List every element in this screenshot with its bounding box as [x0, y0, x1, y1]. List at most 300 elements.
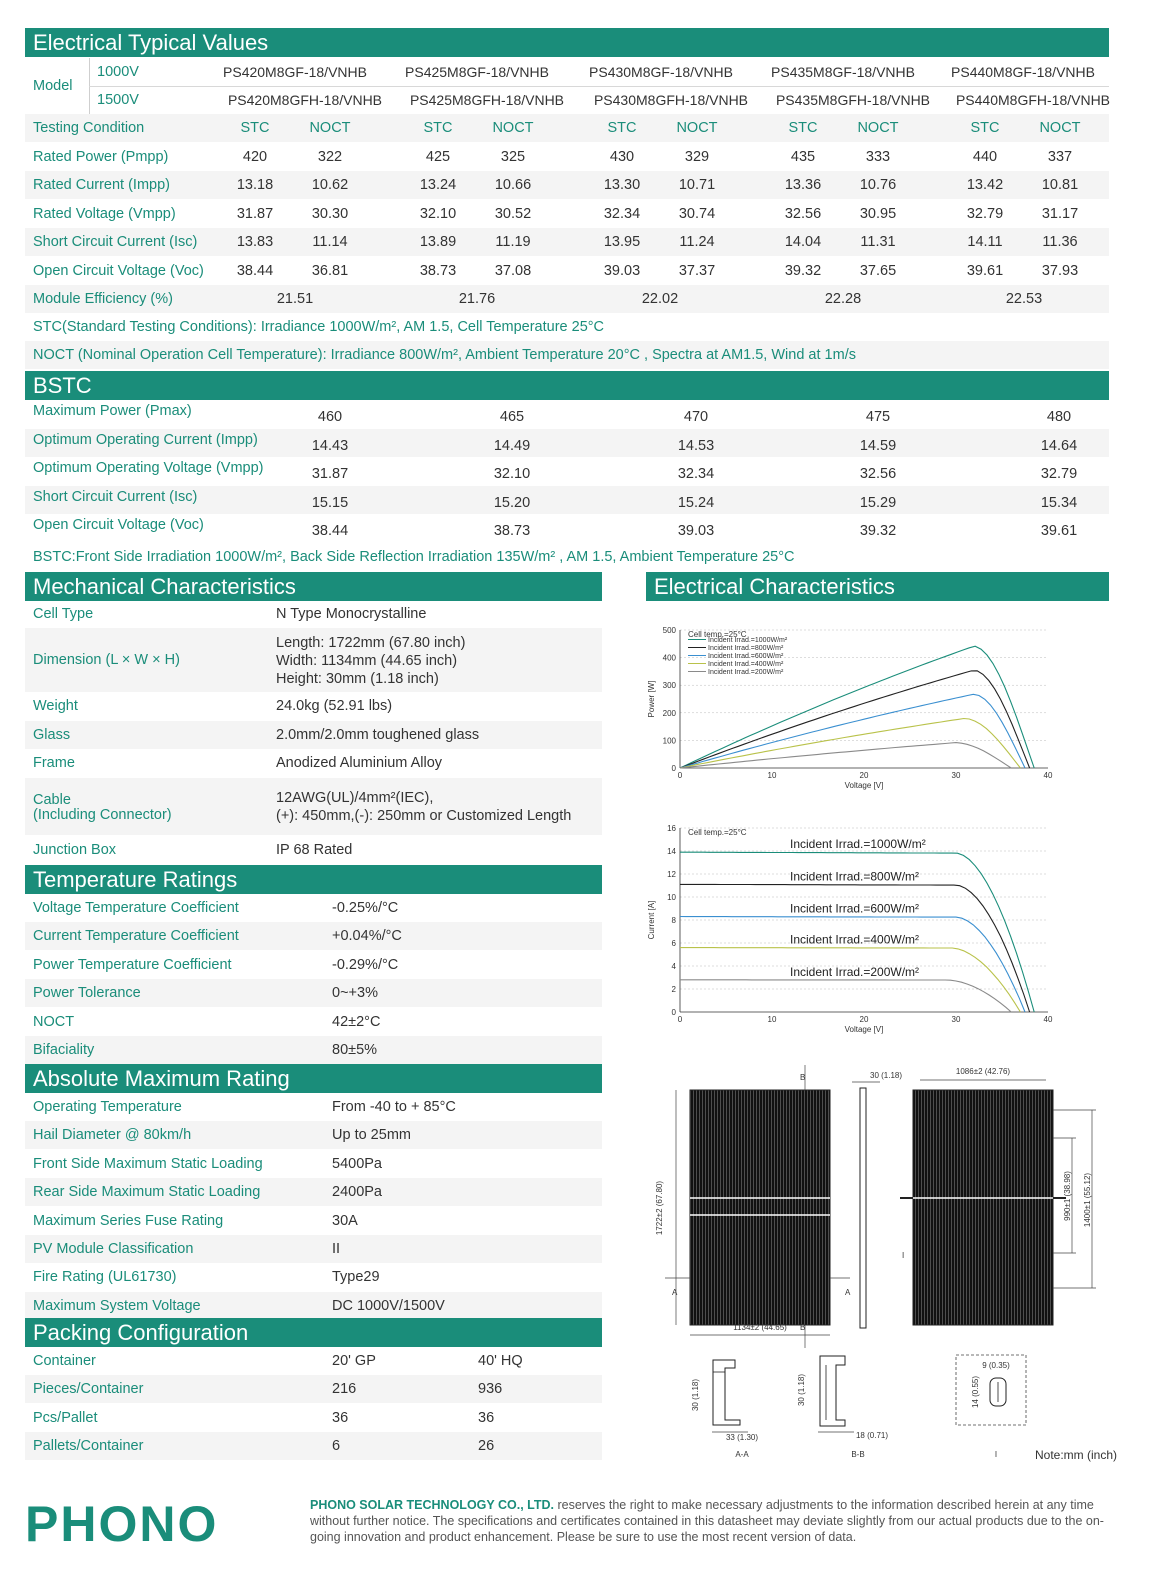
row-value: 30.95 — [859, 205, 897, 222]
row-label: Fire Rating (UL61730) — [33, 1269, 177, 1286]
row-label: Open Circuit Voltage (Voc) — [33, 517, 204, 534]
row-value-40hq: 936 — [478, 1381, 503, 1398]
row-value: 322 — [317, 148, 343, 165]
voltage-1000: 1000V — [97, 64, 139, 80]
row-label: Operating Temperature — [33, 1099, 182, 1115]
x-axis-label: Voltage [V] — [844, 1025, 884, 1034]
absmax-row — [25, 1093, 602, 1121]
series-line — [680, 980, 1011, 1012]
absmax-row — [25, 1207, 602, 1235]
row-value: 13.89 — [419, 234, 457, 250]
row-value: 325 — [500, 148, 526, 165]
dim-section-b-w: 18 (0.71) — [855, 1431, 889, 1440]
condition-label: NOCT — [309, 120, 351, 136]
row-value: 465 — [499, 409, 525, 425]
footer-disclaimer — [310, 1497, 1110, 1545]
row-value: 2400Pa — [332, 1184, 382, 1201]
noct-note-row — [25, 341, 1109, 369]
model-name: PS430M8GFH-18/VNHB — [593, 92, 749, 108]
row-label — [33, 793, 172, 823]
mech-row — [25, 600, 602, 628]
row-value: 37.37 — [678, 262, 716, 279]
section-bb — [797, 1356, 888, 1459]
cable-line: (+): 450mm,(-): 250mm or Customized Length — [276, 808, 572, 824]
row-label: Short Circuit Current (Isc) — [33, 488, 198, 505]
model-label: Model — [33, 78, 73, 94]
x-tick-label: 20 — [859, 1015, 869, 1024]
row-label: Module Efficiency (%) — [33, 291, 173, 307]
etv-row — [25, 228, 1109, 256]
row-label: Rated Current (Impp) — [33, 177, 170, 193]
dim-hole-w: 9 (0.35) — [982, 1361, 1010, 1370]
absmax-row — [25, 1292, 602, 1320]
label-b-bottom: B — [800, 1323, 806, 1332]
row-value: 14.53 — [677, 437, 715, 454]
row-value: 11.19 — [495, 234, 531, 250]
temp-title: Temperature Ratings — [33, 867, 238, 892]
row-value: 2.0mm/2.0mm toughened glass — [276, 727, 480, 743]
row-value: 10.71 — [678, 177, 716, 193]
row-value: 13.42 — [966, 177, 1004, 193]
row-value: 39.61 — [1040, 523, 1078, 540]
y-tick-label: 16 — [667, 824, 676, 833]
temp-header — [25, 865, 602, 894]
series-line — [680, 694, 1025, 768]
y-tick-label: 400 — [662, 653, 676, 663]
row-value: 13.18 — [236, 177, 274, 193]
row-value: Type29 — [332, 1269, 380, 1286]
row-value: 15.34 — [1040, 494, 1078, 511]
series-label: Incident Irrad.=800W/m² — [790, 869, 920, 884]
label-section-bb: B-B — [851, 1450, 865, 1459]
mech-row — [25, 692, 602, 720]
row-value: 31.87 — [311, 466, 349, 483]
row-value: 32.79 — [1040, 466, 1078, 483]
dim-height: 1722±2 (67.80) — [655, 1180, 664, 1236]
packing-row — [25, 1432, 602, 1460]
row-value: -0.29%/°C — [332, 956, 399, 973]
bstc-row — [25, 457, 1109, 485]
echar-header — [646, 572, 1109, 601]
row-value: N Type Monocrystalline — [276, 606, 427, 622]
row-value: 39.32 — [784, 262, 822, 279]
row-value: 440 — [972, 148, 998, 165]
label-a-right: A — [845, 1288, 851, 1297]
back-view — [900, 1067, 1096, 1325]
row-label: Rated Voltage (Vmpp) — [33, 205, 176, 222]
etv-row — [25, 114, 1109, 142]
row-value: 32.10 — [493, 466, 531, 483]
row-value: 13.24 — [419, 177, 457, 193]
row-value: 24.0kg (52.91 lbs) — [276, 698, 393, 714]
cable-line: 12AWG(UL)/4mm²(IEC), — [276, 790, 434, 806]
row-value: 5400Pa — [332, 1155, 382, 1172]
row-value-40hq: 36 — [478, 1409, 495, 1426]
etv-row — [25, 257, 1109, 285]
row-value: IP 68 Rated — [276, 842, 353, 858]
row-value: 31.87 — [236, 205, 274, 222]
stc-note: STC(Standard Testing Conditions): Irradiance 1000W/m², AM 1.5, Cell Temperature 25°C — [33, 319, 605, 335]
condition-label: NOCT — [857, 120, 899, 136]
row-label: PV Module Classification — [33, 1241, 194, 1257]
row-value: 435 — [790, 148, 816, 165]
row-label: Rear Side Maximum Static Loading — [33, 1184, 261, 1201]
row-value: 30.30 — [311, 205, 349, 222]
condition-label: NOCT — [492, 120, 534, 136]
row-value: 39.03 — [603, 262, 641, 279]
row-label: Weight — [33, 698, 78, 714]
mech-row — [25, 628, 602, 692]
row-value-40hq: 40' HQ — [478, 1353, 523, 1369]
absmax-row — [25, 1178, 602, 1206]
x-tick-label: 30 — [951, 771, 961, 780]
row-label: Maximum Power (Pmax) — [33, 403, 192, 419]
series-label: Incident Irrad.=400W/m² — [790, 932, 920, 947]
row-label: Frame — [33, 755, 75, 771]
packing-title: Packing Configuration — [33, 1320, 249, 1345]
phono-logo — [25, 1497, 285, 1547]
model-name: PS440M8GFH-18/VNHB — [955, 92, 1111, 108]
row-label: Dimension (L × W × H) — [33, 652, 180, 668]
dim-back-width: 1086±2 (42.76) — [955, 1067, 1011, 1076]
row-value: 0~+3% — [332, 985, 378, 1002]
y-tick-label: 500 — [662, 626, 676, 635]
bstc-note-row — [25, 543, 1109, 571]
x-tick-label: 40 — [1043, 1015, 1053, 1024]
bstc-row — [25, 429, 1109, 457]
row-value: 39.61 — [966, 262, 1004, 279]
row-value: DC 1000V/1500V — [332, 1297, 445, 1314]
y-tick-label: 8 — [671, 916, 676, 925]
row-value: 337 — [1047, 148, 1073, 165]
row-value: 10.66 — [494, 177, 532, 193]
temp-row — [25, 1008, 602, 1036]
model-name: PS420M8GFH-18/VNHB — [227, 92, 383, 108]
absmax-row — [25, 1235, 602, 1263]
row-value: 32.10 — [419, 205, 457, 222]
condition-label: STC — [970, 120, 1000, 136]
footer-company: PHONO SOLAR TECHNOLOGY CO., LTD. — [310, 1498, 554, 1512]
row-label: Bifaciality — [33, 1042, 95, 1058]
row-value: 11.24 — [679, 234, 715, 250]
row-label: Cell Type — [33, 606, 94, 622]
row-value: 14.59 — [859, 437, 897, 454]
row-label: Voltage Temperature Coefficient — [33, 900, 239, 916]
packing-row — [25, 1347, 602, 1375]
model-name: PS430M8GF-18/VNHB — [589, 64, 733, 80]
legend-entry: Incident Irrad.=200W/m² — [708, 669, 784, 676]
row-value: 329 — [684, 148, 710, 165]
dim-width: 1134±2 (44.65) — [733, 1323, 787, 1332]
model-name: PS420M8GF-18/VNHB — [223, 64, 367, 80]
temp-row — [25, 979, 602, 1007]
row-value: 11.36 — [1042, 234, 1078, 250]
row-label: Junction Box — [33, 842, 117, 858]
row-label: Testing Condition — [33, 120, 145, 136]
row-value: 460 — [317, 409, 343, 425]
label-a-left: A — [672, 1288, 678, 1297]
model-name: PS435M8GFH-18/VNHB — [775, 92, 931, 108]
row-label: Glass — [33, 727, 71, 743]
row-label: Current Temperature Coefficient — [33, 928, 239, 945]
row-value: 14.04 — [784, 234, 822, 250]
row-value: 32.56 — [784, 205, 822, 222]
etv-row — [25, 200, 1109, 228]
row-value: 37.08 — [494, 262, 532, 279]
row-value: 32.34 — [677, 466, 715, 483]
y-axis-label: Current [A] — [647, 900, 656, 940]
row-value: 31.17 — [1041, 205, 1079, 222]
condition-label: STC — [607, 120, 637, 136]
row-label: Front Side Maximum Static Loading — [33, 1155, 263, 1172]
y-tick-label: 4 — [671, 962, 676, 971]
row-label: Power Temperature Coefficient — [33, 956, 232, 973]
label-b-top: B — [800, 1073, 806, 1082]
row-value-20gp: 20' GP — [332, 1353, 376, 1369]
dimension-width: Width: 1134mm (44.65 inch) — [276, 653, 458, 669]
mech-row — [25, 749, 602, 777]
legend-entry: Incident Irrad.=600W/m² — [708, 653, 784, 660]
y-axis-label: Power [W] — [647, 680, 656, 718]
bstc-row — [25, 400, 1109, 428]
efficiency-value: 22.53 — [1005, 291, 1043, 307]
row-label: Maximum Series Fuse Rating — [33, 1212, 224, 1229]
packing-row — [25, 1375, 602, 1403]
row-value-20gp: 216 — [332, 1381, 357, 1398]
row-value: Anodized Aluminium Alloy — [276, 755, 443, 771]
row-label: Optimum Operating Current (Impp) — [33, 431, 258, 448]
row-value: Up to 25mm — [332, 1127, 411, 1144]
condition-label: STC — [788, 120, 818, 136]
series-label: Incident Irrad.=1000W/m² — [790, 837, 926, 852]
row-label: Rated Power (Pmpp) — [33, 148, 169, 165]
condition-label: STC — [240, 120, 270, 136]
row-value: 10.76 — [859, 177, 897, 193]
row-value: 425 — [425, 148, 451, 165]
label-i-mark: I — [902, 1251, 905, 1260]
bstc-note: BSTC:Front Side Irradiation 1000W/m², Back Side Reflection Irradiation 135W/m² , AM 1.5, Ambient Temperature 25°C — [33, 549, 795, 565]
etv-row — [25, 143, 1109, 171]
iv-curve-chart — [640, 820, 1110, 1040]
mech-header — [25, 572, 602, 601]
bstc-row — [25, 514, 1109, 542]
row-value: II — [332, 1241, 341, 1257]
bstc-header — [25, 371, 1109, 400]
absmax-row — [25, 1121, 602, 1149]
row-value: 32.34 — [603, 205, 641, 222]
dim-side: 30 (1.18) — [870, 1071, 903, 1080]
row-value-20gp: 6 — [332, 1438, 341, 1455]
row-value: 15.24 — [677, 494, 715, 511]
mech-row — [25, 836, 602, 864]
row-value: 13.83 — [236, 234, 274, 250]
row-value: 15.29 — [859, 494, 897, 511]
row-label: NOCT — [33, 1013, 75, 1030]
row-value-40hq: 26 — [478, 1438, 495, 1455]
series-line — [680, 743, 1011, 768]
module-drawing — [640, 1060, 1120, 1470]
row-value: 38.73 — [419, 262, 457, 279]
row-value: 38.73 — [493, 523, 531, 540]
row-label: Pallets/Container — [33, 1438, 144, 1455]
row-value: 10.62 — [311, 177, 349, 193]
legend-entry: Incident Irrad.=400W/m² — [708, 661, 784, 668]
row-label: Optimum Operating Voltage (Vmpp) — [33, 460, 264, 477]
row-value: 14.49 — [493, 437, 531, 454]
x-tick-label: 40 — [1043, 771, 1053, 780]
model-name: PS425M8GF-18/VNHB — [405, 64, 549, 80]
efficiency-value: 21.76 — [458, 291, 496, 307]
row-value: 39.32 — [859, 523, 897, 540]
y-tick-label: 6 — [671, 939, 676, 948]
dimension-height: Height: 30mm (1.18 inch) — [276, 671, 439, 687]
detail-i — [956, 1355, 1026, 1459]
row-value: 475 — [865, 409, 891, 425]
condition-label: NOCT — [676, 120, 718, 136]
units-note: Note:mm (inch) — [1035, 1448, 1118, 1462]
row-value: 14.64 — [1040, 437, 1078, 454]
absmax-header — [25, 1064, 602, 1093]
row-value: 37.93 — [1041, 262, 1079, 279]
row-value: 333 — [865, 148, 891, 165]
row-value: 38.44 — [236, 262, 274, 279]
row-label: Pieces/Container — [33, 1381, 144, 1398]
row-value-20gp: 36 — [332, 1409, 349, 1426]
mech-title: Mechanical Characteristics — [33, 574, 296, 599]
x-tick-label: 10 — [767, 1015, 777, 1024]
etv-title: Electrical Typical Values — [33, 30, 269, 55]
condition-label: NOCT — [1039, 120, 1081, 136]
temp-row — [25, 894, 602, 922]
row-value: 11.31 — [860, 234, 896, 250]
row-value: -0.25%/°C — [332, 900, 399, 916]
y-tick-label: 0 — [671, 1008, 676, 1017]
chart-annotation: Cell temp.=25°C — [688, 828, 747, 837]
noct-note: NOCT (Nominal Operation Cell Temperature): Irradiance 800W/m², Ambient Temperature 20°C , Spectra at AM1.5, Wind at 1m/s — [33, 347, 856, 363]
x-tick-label: 0 — [677, 771, 683, 780]
model-block — [25, 58, 1109, 114]
series-label: Incident Irrad.=200W/m² — [790, 964, 920, 979]
etv-row — [25, 171, 1109, 199]
temp-row — [25, 922, 602, 950]
absmax-row — [25, 1263, 602, 1291]
model-name: PS425M8GFH-18/VNHB — [409, 92, 565, 108]
temp-row — [25, 951, 602, 979]
absmax-row — [25, 1150, 602, 1178]
row-label: Short Circuit Current (Isc) — [33, 234, 198, 250]
y-tick-label: 2 — [671, 985, 676, 994]
dim-section-a-w: 33 (1.30) — [725, 1433, 759, 1442]
logo-text: PHONO — [25, 1497, 219, 1547]
row-value: 480 — [1046, 409, 1072, 425]
section-aa — [691, 1360, 758, 1459]
row-value: 14.11 — [967, 234, 1003, 250]
x-tick-label: 30 — [951, 1015, 961, 1024]
voltage-1500: 1500V — [97, 92, 139, 108]
row-value: 32.56 — [859, 466, 897, 483]
dim-hole-h: 14 (0.55) — [971, 1375, 980, 1409]
y-tick-label: 0 — [671, 764, 676, 773]
pv-curve-chart — [640, 620, 1110, 800]
mech-row — [25, 721, 602, 749]
etv-header — [25, 28, 1109, 57]
efficiency-value: 22.28 — [824, 291, 862, 307]
row-value: 39.03 — [677, 523, 715, 540]
model-name: PS440M8GF-18/VNHB — [951, 64, 1095, 80]
x-tick-label: 0 — [677, 1015, 683, 1024]
cable-sublabel: (Including Connector) — [33, 807, 172, 823]
efficiency-value: 22.02 — [641, 291, 679, 307]
row-value: 10.81 — [1041, 177, 1079, 193]
row-value: 13.95 — [603, 234, 641, 250]
row-value: 30.74 — [678, 205, 716, 222]
row-value: 15.20 — [493, 494, 531, 511]
row-value: From -40 to + 85°C — [332, 1099, 456, 1115]
row-value: 32.79 — [966, 205, 1004, 222]
bstc-title: BSTC — [33, 373, 92, 398]
stc-note-row — [25, 313, 1109, 341]
legend-entry: Incident Irrad.=800W/m² — [708, 645, 784, 652]
series-label: Incident Irrad.=600W/m² — [790, 901, 920, 916]
row-value: 30.52 — [494, 205, 532, 222]
row-value: +0.04%/°C — [332, 928, 402, 945]
dim-section-a-h: 30 (1.18) — [691, 1378, 700, 1412]
dimension-length: Length: 1722mm (67.80 inch) — [276, 635, 466, 651]
label-detail-i: I — [994, 1450, 998, 1459]
footer-body: reserves the right to make necessary adjustments to the information described herein at any time without further notice. The specifications and certificates contained in this datasheet may deviate slightly from our actual products due to the on-going innovation and product enhancement. Please be sure to use the most recent version of data. — [310, 1498, 1104, 1544]
y-tick-label: 200 — [662, 708, 676, 718]
row-value: 13.30 — [603, 177, 641, 193]
row-value: 36.81 — [311, 262, 349, 279]
row-value: 38.44 — [311, 523, 349, 540]
chart-annotation: Cell temp.=25°C — [688, 630, 747, 639]
row-value — [276, 634, 465, 688]
row-label: Container — [33, 1353, 96, 1369]
y-tick-label: 12 — [667, 870, 676, 879]
dim-1400: 1400±1 (55.12) — [1083, 1172, 1092, 1228]
row-value: 37.65 — [859, 262, 897, 279]
front-view — [655, 1065, 851, 1348]
y-tick-label: 300 — [662, 681, 676, 691]
row-label: Maximum System Voltage — [33, 1297, 201, 1314]
packing-header — [25, 1318, 602, 1347]
row-value: 470 — [683, 409, 709, 425]
x-axis-label: Voltage [V] — [844, 781, 884, 790]
echar-title: Electrical Characteristics — [654, 574, 895, 599]
row-value: 42±2°C — [332, 1013, 381, 1030]
condition-label: STC — [423, 120, 453, 136]
row-value: 430 — [609, 148, 635, 165]
side-view — [852, 1071, 905, 1328]
y-tick-label: 100 — [662, 736, 676, 746]
row-value: 80±5% — [332, 1042, 378, 1058]
x-tick-label: 10 — [767, 771, 777, 780]
dim-section-b-h: 30 (1.18) — [797, 1373, 806, 1407]
row-label: Hail Diameter @ 80km/h — [33, 1127, 192, 1144]
row-value: 420 — [242, 148, 268, 165]
packing-row — [25, 1404, 602, 1432]
cable-label: Cable — [33, 792, 71, 808]
model-name: PS435M8GF-18/VNHB — [771, 64, 915, 80]
series-line — [680, 719, 1020, 769]
efficiency-row — [25, 285, 1109, 313]
row-label: Pcs/Pallet — [33, 1409, 98, 1426]
row-label: Open Circuit Voltage (Voc) — [33, 262, 204, 279]
row-value: 14.43 — [311, 437, 349, 454]
bstc-row — [25, 486, 1109, 514]
absmax-title: Absolute Maximum Rating — [33, 1066, 290, 1091]
row-value — [276, 789, 571, 825]
